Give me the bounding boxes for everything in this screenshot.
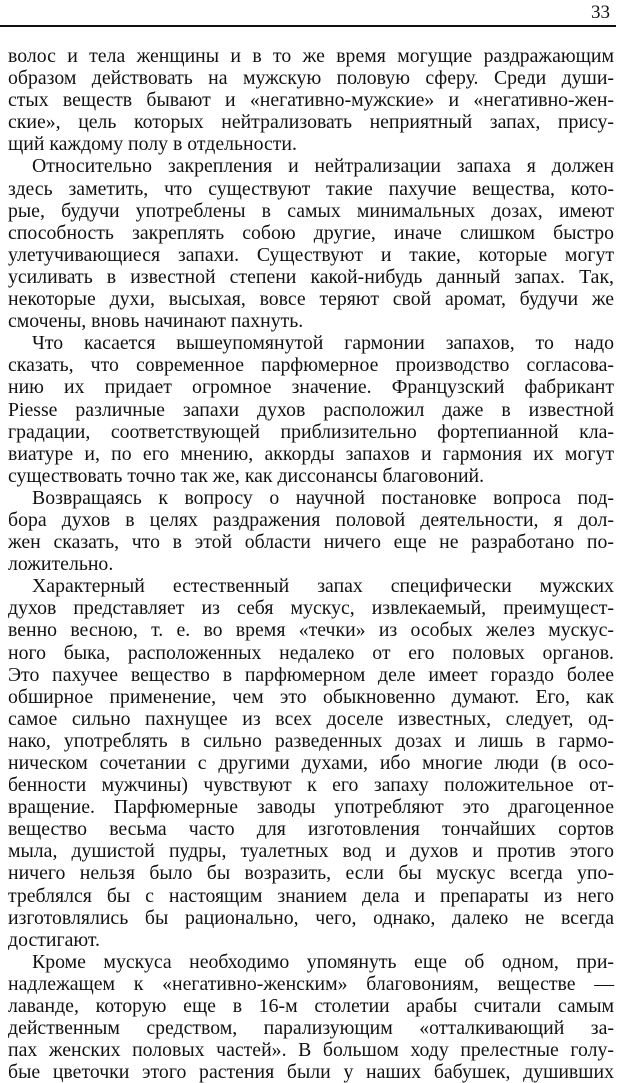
- text-line: рые, будучи употреблены в самых минимальных дозах, имеют: [8, 199, 614, 222]
- paragraph: [8, 575, 614, 951]
- text-line: Piesse различные запахи духов расположил даже в известной: [8, 398, 614, 421]
- text-line: образом действовать на мужскую половую сферу. Среди души-: [8, 67, 614, 90]
- text-line: стых веществ бывают и «негативно-мужские» и «негативно-жен-: [8, 89, 614, 112]
- paragraph: [8, 45, 614, 155]
- text-line: венно весною, т. е. во время «течки» из особых желез мускус-: [8, 619, 614, 642]
- text-line: волос и тела женщины и в то же время могущие раздражающим: [8, 45, 614, 67]
- text-line: Возвращаясь к вопросу о научной постановке вопроса под-: [32, 486, 614, 509]
- text-line: бора духов в целях раздражения половой деятельности, я дол-: [8, 508, 614, 531]
- paragraph: [8, 951, 614, 1083]
- text-line: усиливать в известной степени какой-нибудь данный запах. Так,: [8, 265, 614, 288]
- text-line: Кроме мускуса необходимо упомянуть еще об одном, при-: [32, 950, 614, 973]
- text-line: ничего нельзя было бы возразить, если бы мускус всегда упо-: [8, 862, 614, 885]
- paragraph: [8, 487, 614, 575]
- text-line: смочены, вновь начинают пахнуть.: [8, 310, 304, 333]
- text-line: ложительно.: [8, 553, 114, 576]
- text-line: изготовлялись бы рационально, чего, однако, далеко не всегда: [8, 906, 614, 929]
- text-line: градации, соответствующей приблизительно фортепианной кла-: [8, 420, 614, 443]
- text-line: здесь заметить, что существуют такие пахучие вещества, кото-: [8, 177, 614, 200]
- text-line: некоторые духи, высыхая, вовсе теряют свой аромат, будучи же: [8, 288, 614, 311]
- text-line: щий каждому полу в отдельности.: [8, 133, 297, 156]
- text-line: Относительно закрепления и нейтрализации запаха я должен: [32, 155, 614, 178]
- text-line: ническом сочетании с другими духами, ибо многие люди (в осо-: [8, 752, 614, 774]
- header-rule: [0, 25, 616, 27]
- text-line: пах женских половых частей». В большом ходу прелестные голу-: [8, 1039, 614, 1062]
- text-line: духов представляет из себя мускус, извлекаемый, преимущест-: [8, 597, 614, 620]
- body-text: [8, 45, 614, 1083]
- text-line: нию их придает огромное значение. Французский фабрикант: [8, 376, 614, 399]
- text-line: ские», цель которых нейтрализовать неприятный запах, прису-: [8, 111, 614, 134]
- text-line: бенности мужчины) чувствуют к его запаху положительное от-: [8, 774, 614, 797]
- text-line: существовать точно так же, как диссонансы благовоний.: [8, 464, 485, 487]
- text-line: нако, употреблять в сильно разведенных дозах и лишь в гармо-: [8, 729, 614, 752]
- text-line: мыла, душистой пудры, туалетных вод и духов и против этого: [8, 840, 614, 863]
- text-line: вращение. Парфюмерные заводы употребляют это драгоценное: [8, 796, 614, 819]
- text-line: лаванде, которую еще в 16-м столетии арабы считали самым: [8, 995, 614, 1018]
- text-line: ного быка, расположенных недалеко от его половых органов.: [8, 641, 614, 664]
- text-line: жен сказать, что в этой области ничего еще не разработано по-: [8, 531, 614, 554]
- text-line: улетучивающиеся запахи. Существуют и такие, которые могут: [8, 243, 614, 266]
- text-line: самое сильно пахнущее из всех доселе известных, следует, од-: [8, 707, 614, 730]
- paragraph: [8, 155, 614, 332]
- text-line: действенным средством, парализующим «отталкивающий за-: [8, 1017, 614, 1040]
- text-line: Что касается вышеупомянутой гармонии запахов, то надо: [32, 332, 614, 355]
- page-number: 33: [591, 2, 610, 23]
- text-line: Это пахучее вещество в парфюмерном деле имеет гораздо более: [8, 663, 614, 686]
- text-line: Характерный естественный запах специфически мужских: [32, 575, 614, 598]
- text-line: надлежащем к «негативно-женским» благовониям, веществе —: [8, 972, 614, 995]
- text-line: вещество весьма часто для изготовления тончайших сортов: [8, 818, 614, 841]
- text-line: обширное применение, чем это обыкновенно думают. Его, как: [8, 685, 614, 708]
- text-line: виатуре и, по его мнению, аккорды запахов и гармония их могут: [8, 442, 614, 465]
- text-line: способность закреплять собою другие, иначе слишком быстро: [8, 221, 614, 244]
- text-line: достигают.: [8, 928, 100, 951]
- text-line: сказать, что современное парфюмерное производство согласова-: [8, 354, 614, 377]
- paragraph: [8, 332, 614, 487]
- text-line: треблялся бы с настоящим знанием дела и препараты из него: [8, 884, 614, 907]
- text-line: бые цветочки этого растения были у наших бабушек, душивших: [8, 1061, 614, 1083]
